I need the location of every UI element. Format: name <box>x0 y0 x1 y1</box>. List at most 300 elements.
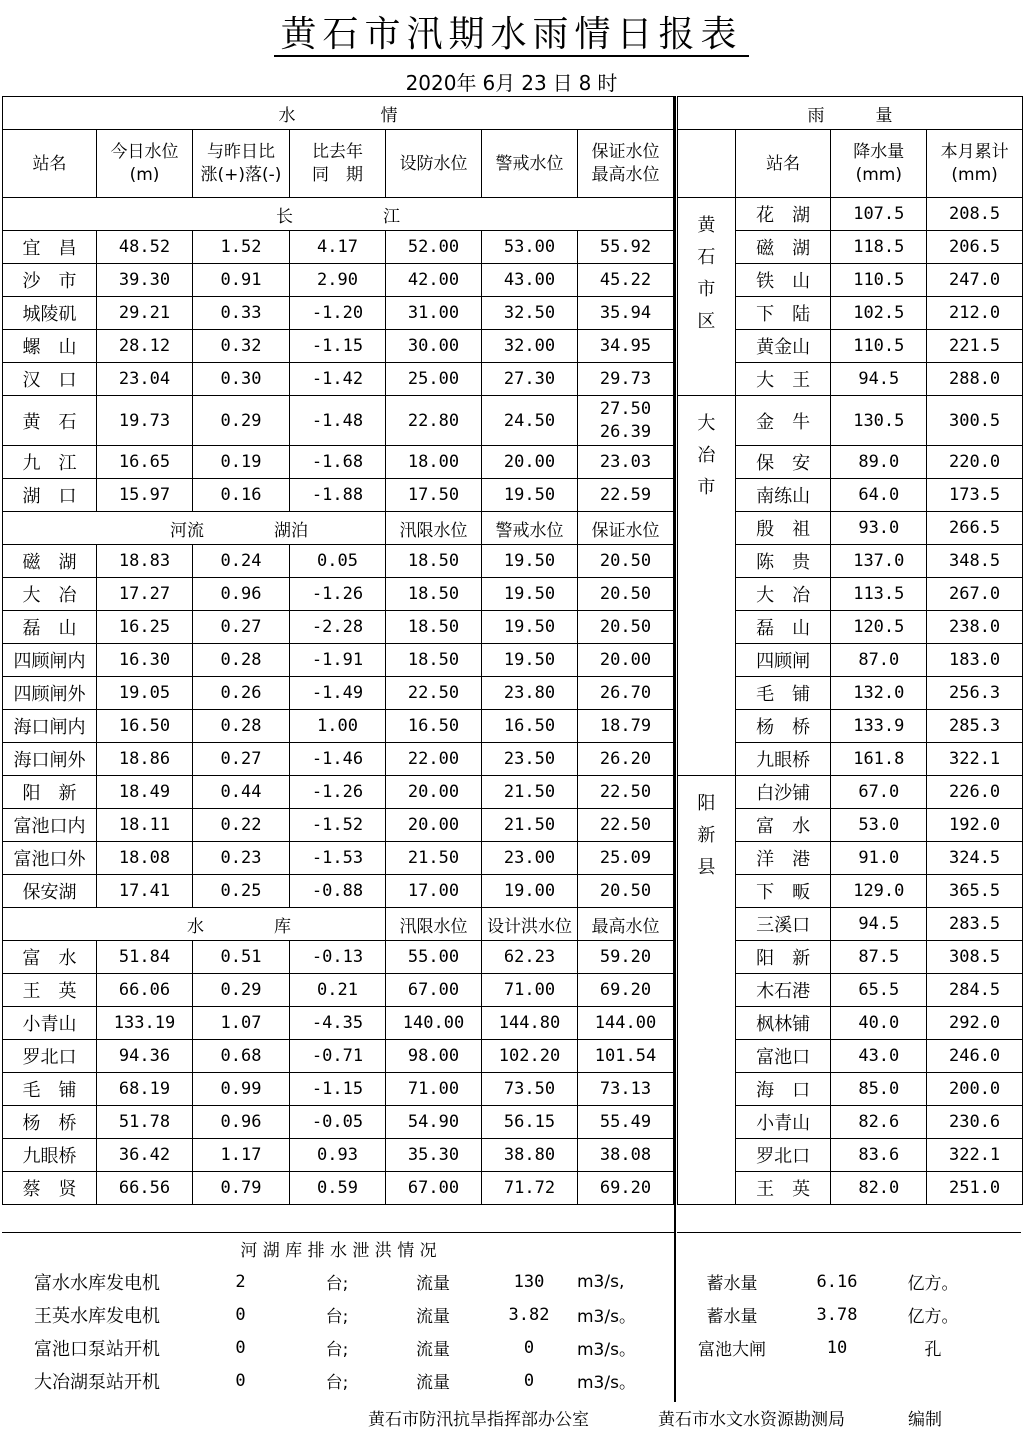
rain-value: 67.0 <box>831 776 927 809</box>
water-value: 0.21 <box>290 974 386 1007</box>
water-value: 17.00 <box>386 875 482 908</box>
rain-station: 白沙铺 <box>735 776 831 809</box>
discharge-store-unit <box>885 1364 981 1397</box>
rain-value: 192.0 <box>927 809 1023 842</box>
water-value: 67.00 <box>386 974 482 1007</box>
water-value: -4.35 <box>290 1007 386 1040</box>
water-row <box>3 330 674 363</box>
rain-value: 43.0 <box>831 1040 927 1073</box>
rain-station: 磊 山 <box>735 611 831 644</box>
water-row <box>3 644 674 677</box>
water-value: 18.00 <box>386 446 482 479</box>
section-col-header: 设计洪水位 <box>482 908 578 941</box>
water-value: -1.88 <box>290 479 386 512</box>
rain-station: 磁 湖 <box>735 231 831 264</box>
station-name: 保安湖 <box>3 875 97 908</box>
water-value: 66.06 <box>97 974 193 1007</box>
discharge-flow-unit: m3/s, <box>577 1271 625 1292</box>
water-value: 42.00 <box>386 264 482 297</box>
region-char: 大 <box>697 413 716 434</box>
discharge-store-unit: 亿方。 <box>907 1274 959 1294</box>
discharge-unit: 台; <box>325 1307 349 1327</box>
station-name: 湖 口 <box>3 479 97 512</box>
water-row <box>3 1106 674 1139</box>
water-value: 16.25 <box>97 611 193 644</box>
rain-region-col <box>678 130 736 198</box>
discharge-flow: 0 <box>523 1370 535 1391</box>
rain-station: 大 冶 <box>735 578 831 611</box>
water-value: 19.00 <box>482 875 578 908</box>
discharge-top-rule-left <box>2 1232 674 1233</box>
water-value: -1.49 <box>290 677 386 710</box>
water-value: 25.09 <box>578 842 674 875</box>
section-divider <box>674 96 676 1402</box>
col-station: 站名 <box>3 130 97 198</box>
water-value: 24.50 <box>482 396 578 446</box>
discharge-name: 富水水库发电机 <box>34 1272 160 1294</box>
rain-value: 82.0 <box>831 1172 927 1205</box>
water-value: 0.30 <box>193 363 290 396</box>
rain-value: 110.5 <box>831 330 927 363</box>
station-name: 螺 山 <box>3 330 97 363</box>
discharge-store-unit: 孔 <box>924 1340 942 1360</box>
discharge-count: 2 <box>235 1271 246 1292</box>
rain-value: 288.0 <box>927 363 1023 396</box>
rain-value: 220.0 <box>927 446 1023 479</box>
rain-region <box>678 396 736 776</box>
water-value: 22.00 <box>386 743 482 776</box>
region-char: 县 <box>697 857 716 878</box>
water-value: 18.50 <box>386 611 482 644</box>
water-value: 0.68 <box>193 1040 290 1073</box>
water-value: 62.23 <box>482 941 578 974</box>
water-value: 23.04 <box>97 363 193 396</box>
water-value: 56.15 <box>482 1106 578 1139</box>
water-row <box>3 974 674 1007</box>
water-value: 0.29 <box>193 974 290 1007</box>
water-value: 43.00 <box>482 264 578 297</box>
water-value: 0.79 <box>193 1172 290 1205</box>
water-value: 30.00 <box>386 330 482 363</box>
water-value: 20.50 <box>578 545 674 578</box>
rain-station: 洋 港 <box>735 842 831 875</box>
report-title: 黄石市汛期水雨情日报表 <box>0 6 1023 57</box>
discharge-store-unit: 亿方。 <box>907 1307 959 1327</box>
report-date: 2020年 6月 23 日 8 时 <box>405 71 618 95</box>
rain-station: 陈 贵 <box>735 545 831 578</box>
rain-station: 花 湖 <box>735 198 831 231</box>
col-vs-yesterday: 与昨日比 涨(+)落(-) <box>193 130 290 198</box>
station-name: 富池口内 <box>3 809 97 842</box>
water-value: 19.50 <box>482 611 578 644</box>
water-value: 18.50 <box>386 578 482 611</box>
region-char: 黄 <box>697 215 716 236</box>
rain-value: 246.0 <box>927 1040 1023 1073</box>
discharge-store <box>789 1364 885 1397</box>
water-row <box>3 809 674 842</box>
water-value: 45.22 <box>578 264 674 297</box>
water-value: 20.00 <box>386 776 482 809</box>
water-value: 55.49 <box>578 1106 674 1139</box>
rain-value: 283.5 <box>927 908 1023 941</box>
rain-station: 阳 新 <box>735 941 831 974</box>
water-row <box>3 1007 674 1040</box>
discharge-flow-label: 流量 <box>416 1373 450 1393</box>
rain-value: 82.6 <box>831 1106 927 1139</box>
rain-value: 292.0 <box>927 1007 1023 1040</box>
rain-value: 87.5 <box>831 941 927 974</box>
col-guarantee: 保证水位 最高水位 <box>578 130 674 198</box>
rain-station: 三溪口 <box>735 908 831 941</box>
water-row <box>3 231 674 264</box>
rain-station: 富池口 <box>735 1040 831 1073</box>
section-label <box>3 908 386 941</box>
water-value: -1.42 <box>290 363 386 396</box>
water-value: 38.80 <box>482 1139 578 1172</box>
water-value: 69.20 <box>578 1172 674 1205</box>
rain-station: 杨 桥 <box>735 710 831 743</box>
station-name: 杨 桥 <box>3 1106 97 1139</box>
water-value: 31.00 <box>386 297 482 330</box>
water-value: 18.08 <box>97 842 193 875</box>
water-value: 16.30 <box>97 644 193 677</box>
water-value: 23.80 <box>482 677 578 710</box>
water-value: 71.00 <box>482 974 578 1007</box>
water-value: 21.50 <box>386 842 482 875</box>
water-value: -1.15 <box>290 1073 386 1106</box>
guarantee-level: 27.50 <box>599 398 652 419</box>
discharge-row <box>2 1298 981 1331</box>
water-value: 18.49 <box>97 776 193 809</box>
rain-station: 大 王 <box>735 363 831 396</box>
water-row <box>3 363 674 396</box>
rain-station: 海 口 <box>735 1073 831 1106</box>
discharge-flow-label: 流量 <box>416 1340 450 1360</box>
station-name: 罗北口 <box>3 1040 97 1073</box>
water-value: -0.13 <box>290 941 386 974</box>
water-value: 20.50 <box>578 875 674 908</box>
water-value: 73.50 <box>482 1073 578 1106</box>
station-name: 大 冶 <box>3 578 97 611</box>
station-name: 汉 口 <box>3 363 97 396</box>
water-row <box>3 776 674 809</box>
water-value: 0.33 <box>193 297 290 330</box>
discharge-heading: 河 湖 库 排 水 泄 洪 情 况 <box>240 1241 437 1261</box>
water-value: 0.96 <box>193 578 290 611</box>
water-row <box>3 479 674 512</box>
rain-value: 251.0 <box>927 1172 1023 1205</box>
water-row <box>3 297 674 330</box>
discharge-count: 0 <box>235 1337 246 1358</box>
water-value: 0.91 <box>193 264 290 297</box>
section-col-header: 汛限水位 <box>386 512 482 545</box>
rain-station: 木石港 <box>735 974 831 1007</box>
station-name: 富池口外 <box>3 842 97 875</box>
water-value: -0.05 <box>290 1106 386 1139</box>
station-name: 磊 山 <box>3 611 97 644</box>
water-value: 0.29 <box>193 396 290 446</box>
rain-value: 247.0 <box>927 264 1023 297</box>
water-row <box>3 1172 674 1205</box>
station-name: 海口闸外 <box>3 743 97 776</box>
rain-heading: 雨 量 <box>678 97 1023 130</box>
rain-row <box>678 198 1023 231</box>
water-row <box>3 677 674 710</box>
water-value: 19.73 <box>97 396 193 446</box>
discharge-count: 0 <box>235 1304 246 1325</box>
discharge-flow-unit: m3/s。 <box>577 1340 636 1360</box>
water-value: 17.50 <box>386 479 482 512</box>
water-value: 17.41 <box>97 875 193 908</box>
water-value: -1.53 <box>290 842 386 875</box>
rain-col-station: 站名 <box>735 130 831 198</box>
rain-station: 九眼桥 <box>735 743 831 776</box>
water-value: 0.25 <box>193 875 290 908</box>
water-row <box>3 941 674 974</box>
water-value: 94.36 <box>97 1040 193 1073</box>
section-col-header: 汛限水位 <box>386 908 482 941</box>
station-name: 磁 湖 <box>3 545 97 578</box>
water-value: 27.30 <box>482 363 578 396</box>
water-value: 0.44 <box>193 776 290 809</box>
water-row <box>3 1139 674 1172</box>
discharge-store-label: 富池大闸 <box>698 1340 766 1360</box>
water-value: 0.05 <box>290 545 386 578</box>
discharge-store: 10 <box>826 1337 848 1358</box>
rain-value: 102.5 <box>831 297 927 330</box>
discharge-unit: 台; <box>325 1274 349 1294</box>
rain-station: 罗北口 <box>735 1139 831 1172</box>
rain-value: 300.5 <box>927 396 1023 446</box>
discharge-flow: 3.82 <box>508 1304 550 1325</box>
water-value: 16.65 <box>97 446 193 479</box>
water-value: 22.50 <box>578 809 674 842</box>
water-value: 0.51 <box>193 941 290 974</box>
rain-value: 133.9 <box>831 710 927 743</box>
water-value: 16.50 <box>386 710 482 743</box>
section-label-a: 长 <box>276 206 293 227</box>
rain-value: 93.0 <box>831 512 927 545</box>
water-value: 4.17 <box>290 231 386 264</box>
discharge-flow-label: 流量 <box>416 1307 450 1327</box>
water-value: 18.50 <box>386 545 482 578</box>
discharge-store-label <box>675 1364 789 1397</box>
rain-value: 85.0 <box>831 1073 927 1106</box>
rain-value: 129.0 <box>831 875 927 908</box>
rain-region <box>678 776 736 1205</box>
water-value: -0.88 <box>290 875 386 908</box>
water-row <box>3 578 674 611</box>
water-value: 68.19 <box>97 1073 193 1106</box>
section-label-b: 库 <box>274 916 291 937</box>
water-value: 55.92 <box>578 231 674 264</box>
station-name: 蔡 贤 <box>3 1172 97 1205</box>
rain-station: 黄金山 <box>735 330 831 363</box>
region-char: 区 <box>697 311 716 332</box>
water-value: 67.00 <box>386 1172 482 1205</box>
water-value: -1.46 <box>290 743 386 776</box>
water-value: 26.20 <box>578 743 674 776</box>
water-value: 22.80 <box>386 396 482 446</box>
discharge-row <box>2 1364 981 1397</box>
section-label-a: 水 <box>187 916 204 937</box>
station-name: 富 水 <box>3 941 97 974</box>
rain-station: 保 安 <box>735 446 831 479</box>
section-label-b: 江 <box>383 206 400 227</box>
water-row <box>3 446 674 479</box>
rain-value: 64.0 <box>831 479 927 512</box>
rain-value: 365.5 <box>927 875 1023 908</box>
station-name: 毛 铺 <box>3 1073 97 1106</box>
rain-value: 322.1 <box>927 743 1023 776</box>
water-value: 71.72 <box>482 1172 578 1205</box>
water-value <box>578 396 674 446</box>
water-value: -1.48 <box>290 396 386 446</box>
discharge-flow-label: 流量 <box>416 1274 450 1294</box>
discharge-count: 0 <box>235 1370 246 1391</box>
water-value: 101.54 <box>578 1040 674 1073</box>
water-value: 32.00 <box>482 330 578 363</box>
water-value: 0.23 <box>193 842 290 875</box>
rain-value: 238.0 <box>927 611 1023 644</box>
water-value: -1.20 <box>290 297 386 330</box>
water-value: 16.50 <box>97 710 193 743</box>
col-warning: 警戒水位 <box>482 130 578 198</box>
rain-value: 308.5 <box>927 941 1023 974</box>
water-value: 18.83 <box>97 545 193 578</box>
water-value: -1.68 <box>290 446 386 479</box>
water-value: 0.22 <box>193 809 290 842</box>
water-value: 20.00 <box>482 446 578 479</box>
col-set-defense: 设防水位 <box>386 130 482 198</box>
water-value: 19.50 <box>482 479 578 512</box>
water-value: 1.00 <box>290 710 386 743</box>
region-char: 石 <box>697 247 716 268</box>
water-value: 18.79 <box>578 710 674 743</box>
water-value: 0.32 <box>193 330 290 363</box>
water-value: 35.30 <box>386 1139 482 1172</box>
rain-station: 下 陆 <box>735 297 831 330</box>
water-row <box>3 396 674 446</box>
rain-value: 208.5 <box>927 198 1023 231</box>
station-name: 小青山 <box>3 1007 97 1040</box>
water-value: 59.20 <box>578 941 674 974</box>
rain-value: 230.6 <box>927 1106 1023 1139</box>
water-value: 51.84 <box>97 941 193 974</box>
water-value: 102.20 <box>482 1040 578 1073</box>
rain-value: 322.1 <box>927 1139 1023 1172</box>
section-col-header: 最高水位 <box>578 908 674 941</box>
rain-col-month: 本月累计 (mm) <box>927 130 1023 198</box>
discharge-row <box>2 1265 981 1298</box>
discharge-flow-unit: m3/s。 <box>577 1307 636 1327</box>
discharge-unit: 台; <box>325 1373 349 1393</box>
rain-value: 285.3 <box>927 710 1023 743</box>
rain-region <box>678 198 736 396</box>
rain-value: 94.5 <box>831 908 927 941</box>
discharge-store-label: 蓄水量 <box>706 1307 758 1327</box>
rain-value: 87.0 <box>831 644 927 677</box>
rain-value: 348.5 <box>927 545 1023 578</box>
water-value: 51.78 <box>97 1106 193 1139</box>
rain-value: 113.5 <box>831 578 927 611</box>
rain-value: 173.5 <box>927 479 1023 512</box>
water-value: 18.86 <box>97 743 193 776</box>
station-name: 九 江 <box>3 446 97 479</box>
water-value: -1.15 <box>290 330 386 363</box>
water-value: 0.93 <box>290 1139 386 1172</box>
water-value: 22.50 <box>578 776 674 809</box>
discharge-store-label: 蓄水量 <box>706 1274 758 1294</box>
water-value: -1.52 <box>290 809 386 842</box>
water-value: 144.80 <box>482 1007 578 1040</box>
water-value: 20.00 <box>578 644 674 677</box>
rain-value: 206.5 <box>927 231 1023 264</box>
water-value: -1.26 <box>290 776 386 809</box>
water-value: 133.19 <box>97 1007 193 1040</box>
water-value: 0.28 <box>193 644 290 677</box>
region-char: 市 <box>697 279 716 300</box>
station-name: 阳 新 <box>3 776 97 809</box>
water-value: 53.00 <box>482 231 578 264</box>
station-name: 四顾闸内 <box>3 644 97 677</box>
water-value: 18.50 <box>386 644 482 677</box>
water-value: 38.08 <box>578 1139 674 1172</box>
footer-org2: 黄石市水文水资源勘测局 <box>658 1410 845 1430</box>
region-char: 新 <box>697 825 716 846</box>
rain-value: 324.5 <box>927 842 1023 875</box>
section-col-header: 保证水位 <box>578 512 674 545</box>
water-value: 1.17 <box>193 1139 290 1172</box>
discharge-flow: 130 <box>513 1271 545 1292</box>
rain-station: 毛 铺 <box>735 677 831 710</box>
rain-value: 284.5 <box>927 974 1023 1007</box>
water-heading: 水 情 <box>3 97 674 130</box>
station-name: 九眼桥 <box>3 1139 97 1172</box>
water-value: 0.27 <box>193 743 290 776</box>
rain-value: 137.0 <box>831 545 927 578</box>
water-row <box>3 1040 674 1073</box>
rain-value: 120.5 <box>831 611 927 644</box>
section-label <box>3 198 674 231</box>
rain-station: 富 水 <box>735 809 831 842</box>
water-value: 21.50 <box>482 776 578 809</box>
water-value: 29.73 <box>578 363 674 396</box>
rain-value: 212.0 <box>927 297 1023 330</box>
water-value: 18.11 <box>97 809 193 842</box>
water-value: 98.00 <box>386 1040 482 1073</box>
discharge-name: 大冶湖泵站开机 <box>34 1371 160 1393</box>
rain-value: 40.0 <box>831 1007 927 1040</box>
rain-row <box>678 776 1023 809</box>
section-label <box>3 512 386 545</box>
rain-station: 金 牛 <box>735 396 831 446</box>
station-name: 海口闸内 <box>3 710 97 743</box>
rain-station: 小青山 <box>735 1106 831 1139</box>
water-value: 34.95 <box>578 330 674 363</box>
rain-value: 256.3 <box>927 677 1023 710</box>
rain-station: 四顾闸 <box>735 644 831 677</box>
station-name: 王 英 <box>3 974 97 1007</box>
water-value: 54.90 <box>386 1106 482 1139</box>
water-value: -1.26 <box>290 578 386 611</box>
water-value: 0.19 <box>193 446 290 479</box>
rain-value: 53.0 <box>831 809 927 842</box>
water-value: 39.30 <box>97 264 193 297</box>
rain-value: 221.5 <box>927 330 1023 363</box>
water-value: 35.94 <box>578 297 674 330</box>
water-value: -0.71 <box>290 1040 386 1073</box>
